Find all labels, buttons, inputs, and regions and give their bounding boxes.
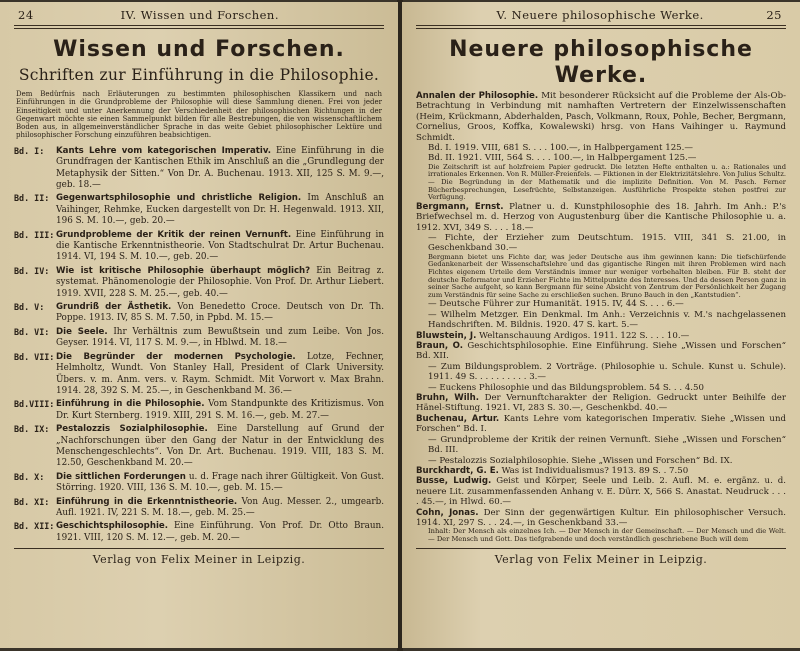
volume-number: Bd. I:	[14, 145, 45, 156]
volume-list	[14, 146, 384, 544]
footer-rule	[14, 548, 384, 549]
catalogue-entry	[416, 508, 786, 529]
catalogue-entry	[416, 466, 786, 476]
catalogue-list	[416, 91, 786, 544]
section-title: Neuere philosophische Werke.	[449, 37, 753, 88]
volume-entry	[14, 521, 384, 544]
volume-description	[56, 352, 384, 398]
volume-description	[56, 302, 384, 325]
volume-details: Eine Einführung. Von Prof. Dr. Otto Braun. 1921. VIII, 120 S. M. 12.—, geb. M. 20.—	[56, 521, 384, 543]
entry-text: Geschichtsphilosophie. Eine Einführung. Siehe „Wissen und Forschen“ Bd. XII.	[416, 341, 786, 362]
entry-text: Mit besonderer Rücksicht auf die Probleme der Als-Ob-Betrachtung in Verbindung mit namhaften Vertretern der Einzelwissenschaften (Heim, Krückmann, Abderhalden, Pasch, Volkmann, Roux, Pohle, Becher, Bergmann, Cornelius, Groos, Koffka, Kowalewski) hrsg. von Hans Vaihinger u. Raymund Schmidt.	[416, 91, 786, 143]
volume-number: Bd. VII:	[14, 351, 55, 362]
footer-rule	[416, 548, 786, 549]
catalogue-entry	[416, 456, 786, 466]
volume-number: Bd. XII:	[14, 521, 55, 532]
catalogue-entry	[416, 299, 786, 309]
volume-entry	[14, 230, 384, 264]
volume-number: Bd. V:	[14, 302, 45, 313]
volume-number: Bd. VI:	[14, 326, 50, 337]
volume-title: Grundriß der Ästhetik.	[56, 302, 172, 313]
catalogue-entry	[416, 383, 786, 393]
volume-details: Von Aug. Messer. 2., umgearb. Aufl. 1921. IV, 221 S. M. 18.—, geb. M. 25.—	[56, 496, 385, 518]
volume-number: Bd. IX:	[14, 424, 50, 435]
entry-text: Weltanschauung Ardigos. 1911. 122 S. . . . 10.—	[476, 330, 690, 341]
author-name: Bluwstein, J.	[416, 330, 477, 341]
volume-entry	[14, 497, 384, 520]
volume-details: Eine Einführung in die Kantische Erkenntnistheorie. Von Stadtschulrat Dr. Artur Buchenau. 1914. VI, 194 S. M. 10.—, geb. 20.—	[56, 229, 384, 263]
author-name: Bergmann, Ernst.	[416, 201, 504, 212]
entry-text: Bd. II. 1921. VIII, 564 S. . . . 100.—, in Halbpergament 125.—	[428, 153, 697, 164]
volume-title: Wie ist kritische Philosophie überhaupt möglich?	[56, 265, 311, 276]
volume-number: Bd. X:	[14, 471, 45, 482]
catalogue-entry	[416, 331, 786, 341]
volume-description	[56, 230, 384, 264]
catalogue-entry	[416, 393, 786, 414]
volume-details: Von Benedetto Croce. Deutsch von Dr. Th. Poppe. 1913. IV, 85 S. M. 7.50, in Ppbd. M. 15.—	[56, 302, 384, 324]
volume-number: Bd. III:	[14, 229, 55, 240]
volume-entry	[14, 399, 384, 422]
volume-details: Eine Einführung in die Grundfragen der Kantischen Ethik im Anschluß an die „Grundlegung der Metaphysik der Sitten.“ Von Dr. A. Buchenau. 1913. XII, 125 S. M. 9.—, geb. 18.—	[56, 145, 384, 190]
volume-details: Im Anschluß an Vaihinger, Rehmke, Eucken dargestellt von Dr. H. Hegenwald. 1913. XII, 196 S. M. 10.—, geb. 20.—	[56, 193, 384, 227]
author-name: Bruhn, Wilh.	[416, 393, 479, 404]
volume-description	[56, 327, 384, 350]
author-name: Buchenau, Artur.	[416, 413, 500, 424]
volume-details: Ihr Verhältnis zum Bewußtsein und zum Leibe. Von Jos. Geyser. 1914. VI, 117 S. M. 9.—, in Hblwd. M. 18.—	[56, 326, 384, 349]
volume-entry	[14, 146, 384, 192]
volume-number: Bd. II:	[14, 193, 50, 204]
author-name: Braun, O.	[416, 341, 464, 352]
entry-text: Bd. I. 1919. VIII, 681 S. . . . 100.—, in Halbpergament 125.—	[428, 143, 693, 154]
volume-description	[56, 193, 384, 227]
entry-text: Inhalt: Der Mensch als einzelnes Ich. — Der Mensch in der Gemeinschaft. — Der Mensch und die Welt. — Der Mensch und Gott. Das tiefgrabende und doch verständlich geschriebene Buch will dem	[428, 527, 786, 543]
catalogue-note	[416, 164, 786, 202]
volume-description	[56, 424, 384, 470]
section-subtitle: Schriften zur Einführung in die Philosophie.	[18, 66, 380, 84]
volume-title: Die Seele.	[56, 326, 108, 337]
volume-description	[56, 399, 384, 422]
catalogue-note	[416, 528, 786, 543]
entry-text: Bergmann bietet uns Fichte dar, was jeder Deutsche aus ihm gewinnen kann: Die tiefschürfende Gedankenarbeit der Wissenschaftslehre und das gigantische Ringen mit ihren Problemen wird nach Fichtes eigenem Urteile dem Verständnis immer nur weniger vorbehalten bleiben. Für B. steht der deutsche Reformator und Erzieher Fichte im Mittelpunkte des Interesses. Und da dessen Person ganz in seiner Sache aufgeht, so kann Bergmann für seine Absicht von Zentrum der Persönlichkeit her Zugang zum Verständnis für seine Sache zu erschließen suchen. Bruno Bauch in den „Kantstudien“.	[428, 252, 786, 299]
entry-text: Der Vernunftcharakter der Religion. Gedruckt unter Beihilfe der Hänel-Stiftung. 1921. VI, 283 S. 30.—, Geschenkbd. 40.—	[416, 393, 786, 414]
author-name: Annalen der Philosophie.	[416, 91, 539, 101]
right-page	[402, 2, 800, 648]
entry-text: — Wilhelm Metzger. Ein Denkmal. Im Anh.: Verzeichnis v. M.'s nachgelassenen Handschriften. M. Bildnis. 1920. 47 S. kart. 5.—	[428, 309, 786, 331]
entry-text: — Euckens Philosophie und das Bildungsproblem. 54 S. . . 4.50	[428, 382, 704, 393]
volume-entry	[14, 472, 384, 495]
catalogue-entry	[416, 91, 786, 143]
volume-title: Gegenwartsphilosophie und christliche Religion.	[56, 193, 302, 204]
volume-details: Eine Darstellung auf Grund der „Nachforschungen über den Gang der Natur in der Entwicklung des Menschengeschlechts“. Von Dr. Art. Buchenau. 1919. VIII, 183 S. M. 12.50, Geschenkband M. 20.—	[56, 424, 385, 469]
left-page	[0, 2, 398, 648]
entry-text: — Deutsche Führer zur Humanität. 1915. IV, 44 S. . . . 6.—	[428, 299, 684, 310]
volume-title: Kants Lehre vom kategorischen Imperativ.	[56, 145, 271, 156]
entry-text: — Pestalozzis Sozialphilosophie. Siehe „Wissen und Forschen“ Bd. IX.	[428, 455, 733, 466]
volume-title: Einführung in die Philosophie.	[56, 399, 205, 410]
volume-description	[56, 521, 384, 544]
volume-title: Geschichtsphilosophie.	[56, 521, 168, 532]
volume-entry	[14, 352, 384, 398]
volume-number: Bd. IV:	[14, 265, 50, 276]
intro-paragraph: Dem Bedürfnis nach Erläuterungen zu bestimmten philosophischen Klassikern und nach Einführungen in die Grundprobleme der Philosophie will diese Sammlung dienen. Frei von jeder Einseitigkeit und unter Anerkennung der Verschiedenheit der philosophischen Richtungen in der Gegenwart möchte sie einen Sammelpunkt bilden für alle Bestrebungen, die von wissenschaftlichem Boden aus, in allgemeinverständlicher Sprache in das weite Gebiet philosophischer Lektüre und philosophischer Forschung einzuführen beabsichtigen.	[16, 90, 382, 140]
entry-text: Der Sinn der gegenwärtigen Kultur. Ein philosophischer Versuch. 1914. XI, 297 S. . . 24.—, in Geschenkband 33.—	[416, 507, 787, 528]
entry-text: Kants Lehre vom kategorischen Imperativ. Siehe „Wissen und Forschen“ Bd. I.	[416, 413, 786, 435]
catalogue-entry	[416, 341, 786, 362]
volume-entry	[14, 302, 384, 325]
catalogue-entry	[416, 362, 786, 383]
right-running-header	[416, 8, 786, 22]
left-running-header	[14, 8, 384, 22]
entry-text: — Grundprobleme der Kritik der reinen Vernunft. Siehe „Wissen und Forschen“ Bd. III.	[428, 434, 786, 456]
catalogue-entry	[416, 476, 786, 507]
volume-title: Die Begründer der modernen Psychologie.	[56, 351, 296, 362]
running-head: IV. Wissen und Forschen.	[120, 8, 279, 22]
volume-number: Bd.VIII:	[14, 399, 55, 410]
catalogue-entry	[416, 414, 786, 435]
volume-description	[56, 472, 384, 495]
volume-title: Pestalozzis Sozialphilosophie.	[56, 424, 208, 435]
running-head: V. Neuere philosophische Werke.	[496, 8, 704, 22]
entry-text: Platner u. d. Kunstphilosophie des 18. Jahrh. Im Anh.: P.'s Briefwechsel m. d. Herzog von Augustenburg über die Kantische Philosophie u. a. 1912. XVI, 349 S. . . . 18.—	[416, 201, 786, 233]
catalogue-entry	[416, 202, 786, 233]
page-number: 25	[766, 8, 782, 22]
entry-text: Die Zeitschrift ist auf holzfreiem Papier gedruckt. Die letzten Hefte enthalten u. a.: Rationales und irrationales Erkennen. Von R. Müller-Freienfels. — Fiktionen in der Elektrizitätslehre. Von Julius Schultz. — Die Begründung in der Mathematik und die implizite Definition. Von M. Pasch. Ferner Bücherbesprechungen, Lesefrüchte, Selbstanzeigen. Ausführliche Prospekte stehen postfrei zur Verfügung.	[428, 162, 786, 202]
catalogue-entry	[416, 310, 786, 331]
volume-entry	[14, 266, 384, 300]
volume-number: Bd. XI:	[14, 496, 50, 507]
volume-title: Einführung in die Erkenntnistheorie.	[56, 496, 238, 507]
entry-text: — Zum Bildungsproblem. 2 Vorträge. (Philosophie u. Schule. Kunst u. Schule). 1911. 49 S. . . . . . . . . . 3.—	[428, 361, 786, 383]
catalogue-entry	[416, 435, 786, 456]
header-rule	[416, 25, 786, 29]
volume-entry	[14, 424, 384, 470]
header-rule	[14, 25, 384, 29]
publisher-footer: Verlag von Felix Meiner in Leipzig.	[494, 552, 708, 566]
author-name: Busse, Ludwig.	[416, 476, 492, 487]
catalogue-entry	[416, 143, 786, 153]
page-number: 24	[18, 8, 34, 22]
section-title: Wissen und Forschen.	[53, 37, 345, 62]
author-name: Cohn, Jonas.	[416, 507, 479, 518]
entry-text: Was ist Individualismus? 1913. 89 S. . 7.50	[498, 465, 689, 476]
volume-title: Grundprobleme der Kritik der reinen Vernunft.	[56, 229, 292, 240]
volume-details: Lotze, Fechner, Helmholtz, Wundt. Von Stanley Hall, President of Clark University. Übers. v. m. Anm. vers. v. Raym. Schmidt. Mit Vorwort v. Max Brahn. 1914. 28, 392 S. M. 25.—, in Geschenkband M. 36.—	[56, 351, 384, 396]
entry-text: Geist und Körper, Seele und Leib. 2. Aufl. M. e. ergänz. u. d. neuere Lit. zusammenfassenden Anhang v. E. Dürr. X, 566 S. Anastat. Neudruck . . . . 45.—, in Hlwd. 60.—	[416, 476, 786, 508]
publisher-footer: Verlag von Felix Meiner in Leipzig.	[92, 553, 306, 567]
catalogue-entry	[416, 233, 786, 254]
volume-entry	[14, 193, 384, 227]
volume-title: Die sittlichen Forderungen	[56, 471, 186, 482]
author-name: Burckhardt, G. E.	[416, 465, 499, 476]
volume-description	[56, 266, 384, 300]
volume-details: Vom Standpunkte des Kritizismus. Von Dr. Kurt Sternberg. 1919. XIII, 291 S. M. 16.—, geb. M. 27.—	[56, 399, 384, 421]
volume-details: u. d. Frage nach ihrer Gültigkeit. Von Gust. Störring. 1920. VIII, 136 S. M. 10.—, geb. M. 15.—	[56, 471, 384, 494]
catalogue-note	[416, 254, 786, 300]
volume-details: Ein Beitrag z. systemat. Phänomenologie der Philosophie. Von Prof. Dr. Arthur Liebert. 1919. XVII, 228 S. M. 25.—, geb. 40.—	[56, 265, 384, 299]
entry-text: — Fichte, der Erzieher zum Deutschtum. 1915. VIII, 341 S. 21.00, in Geschenkband 30.—	[428, 233, 786, 254]
volume-description	[56, 146, 384, 192]
volume-entry	[14, 327, 384, 350]
volume-description	[56, 497, 384, 520]
